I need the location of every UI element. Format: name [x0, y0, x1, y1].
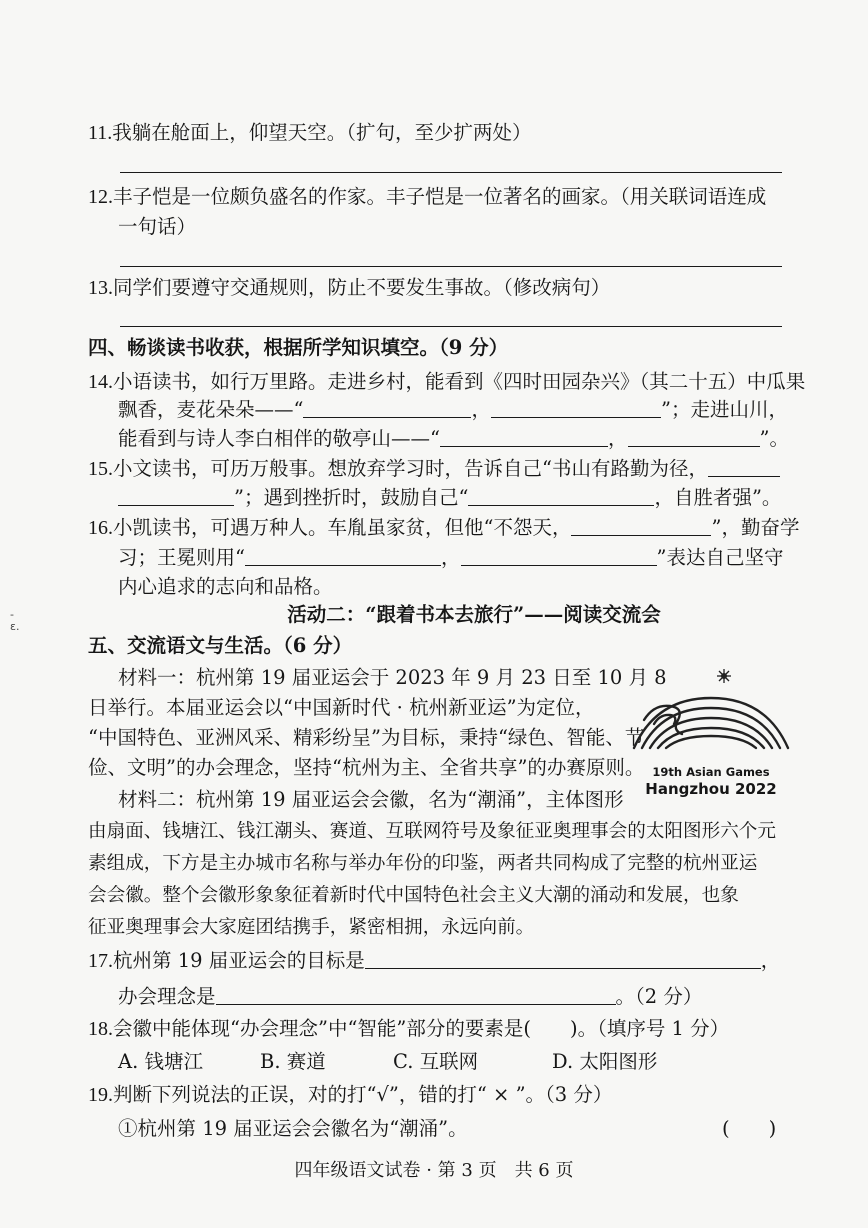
material-2-line: 材料二：杭州第 19 届亚运会会徽，名为“潮涌”，主体图形 [118, 788, 624, 811]
question-number: 19. [88, 1084, 113, 1106]
margin-mark: - [10, 608, 14, 621]
fill-blank[interactable] [245, 545, 441, 566]
fill-blank[interactable] [216, 984, 616, 1005]
question-14-line2 [118, 396, 788, 424]
fill-blank[interactable] [461, 545, 657, 566]
material-2-line: 由扇面、钱塘江、钱江潮头、赛道、互联网符号及象征亚奥理事会的太阳图形六个元 [88, 821, 776, 842]
asian-games-logo [626, 668, 796, 800]
answer-line-13[interactable] [120, 326, 782, 327]
logo-line-2: Hangzhou 2022 [645, 780, 777, 798]
question-number: 16. [88, 517, 113, 539]
question-text: ， [440, 546, 461, 569]
question-text: ”；遇到挫折时，鼓励自己“ [234, 486, 469, 509]
question-text: 。（2 分） [615, 985, 703, 1008]
question-text: 小文读书，可历万般事。想放弃学习时，告诉自己“书山有路勤为径， [113, 457, 708, 480]
question-number: 12. [88, 186, 113, 208]
fill-blank[interactable] [708, 456, 780, 477]
question-16-line2 [118, 544, 783, 572]
question-text: 一句话） [118, 215, 197, 238]
fill-blank[interactable] [365, 948, 761, 969]
fill-blank[interactable] [571, 515, 711, 536]
question-text: ”。 [759, 427, 789, 450]
question-text: 判断下列说法的正误，对的打“√”，错的打“ × ”。（3 分） [113, 1083, 613, 1106]
material-1-line: “中国特色、亚洲风采、精彩纷呈”为目标，秉持“绿色、智能、节 [88, 726, 645, 749]
question-text: 会徽中能体现“办会理念”中“智能”部分的要素是( )。（填序号 1 分） [113, 1017, 730, 1040]
fill-blank[interactable] [491, 397, 661, 418]
section-4-title: 四、畅谈读书收获，根据所学知识填空。（9 分） [88, 336, 509, 359]
question-text: ，自胜者强”。 [654, 486, 782, 509]
answer-line-11[interactable] [120, 172, 782, 173]
question-12-cont [118, 213, 196, 241]
option-b[interactable]: B. 赛道 [260, 1050, 326, 1073]
question-text: 习；王冕则用“ [118, 546, 245, 569]
fill-blank[interactable] [628, 426, 760, 447]
option-d[interactable]: D. 太阳图形 [552, 1050, 658, 1073]
question-17 [88, 947, 780, 975]
option-a[interactable]: A. 钱塘江 [118, 1050, 203, 1073]
question-text: 同学们要遵守交通规则，防止不要发生事故。（修改病句） [113, 276, 611, 299]
question-14-line3 [118, 425, 789, 453]
answer-bracket[interactable]: ( ) [722, 1117, 777, 1140]
question-17-line2 [118, 983, 702, 1011]
question-number: 13. [88, 277, 113, 299]
section-5-title: 五、交流语文与生活。（6 分） [88, 634, 353, 657]
question-18 [88, 1015, 729, 1043]
material-1-line: 材料一：杭州第 19 届亚运会于 2023 年 9 月 23 日至 10 月 8 [118, 666, 667, 689]
fill-blank[interactable] [118, 485, 234, 506]
question-15-line2 [118, 484, 781, 512]
question-number: 15. [88, 458, 113, 480]
question-15 [88, 455, 780, 483]
material-2-line: 会会徽。整个会徽形象象征着新时代中国特色社会主义大潮的涌动和发展，也象 [88, 885, 739, 906]
material-1-line: 俭、文明”的办会理念，坚持“杭州为主、全省共享”的办赛原则。 [88, 756, 645, 779]
question-number: 11. [88, 122, 113, 144]
answer-line-12[interactable] [120, 266, 782, 267]
page-footer: 四年级语文试卷 · 第 3 页 共 6 页 [294, 1160, 574, 1181]
material-1-line: 日举行。本届亚运会以“中国新时代 · 杭州新亚运”为定位， [88, 696, 595, 719]
question-number: 17. [88, 950, 113, 972]
activity-2-title [0, 601, 868, 629]
question-number: 14. [88, 371, 113, 393]
question-number: 18. [88, 1018, 113, 1040]
question-14 [88, 368, 805, 396]
material-2-line: 素组成，下方是主办城市名称与举办年份的印鉴，两者共同构成了完整的杭州亚运 [88, 853, 758, 874]
fill-blank[interactable] [440, 426, 608, 447]
question-13 [88, 274, 610, 302]
question-12 [88, 183, 766, 211]
fill-blank[interactable] [303, 397, 471, 418]
option-c[interactable]: C. 互联网 [393, 1050, 479, 1073]
question-11 [88, 119, 532, 147]
question-text: 杭州第 19 届亚运会的目标是 [113, 949, 365, 972]
question-16-line3: 内心追求的志向和品格。 [118, 575, 333, 598]
question-text: ， [607, 427, 628, 450]
material-2-line: 征亚奥理事会大家庭团结携手，紧密相拥，永远向前。 [88, 917, 535, 938]
question-text: 小语读书，如行万里路。走进乡村，能看到《四时田园杂兴》（其二十五）中瓜果 [113, 370, 806, 393]
question-text: ， [471, 398, 491, 421]
question-text: ”；走进山川， [661, 398, 788, 421]
question-text: 办会理念是 [118, 985, 216, 1008]
question-text: 丰子恺是一位颇负盛名的作家。丰子恺是一位著名的画家。（用关联词语连成 [113, 185, 767, 208]
judgment-item-1: ①杭州第 19 届亚运会会徽名为“潮涌”。 [118, 1117, 468, 1140]
question-text: 飘香，麦花朵朵——“ [118, 398, 304, 421]
question-text: 小凯读书，可遇万种人。车胤虽家贫，但他“不怨天， [113, 516, 572, 539]
question-text: 能看到与诗人李白相伴的敬亭山——“ [118, 427, 440, 450]
margin-mark: ɛ. [10, 620, 20, 633]
question-text: ， [760, 949, 781, 972]
sun-icon [717, 669, 731, 683]
question-19 [88, 1081, 612, 1109]
fill-blank[interactable] [468, 485, 654, 506]
question-text: ”，勤奋学 [711, 516, 800, 539]
question-text: ”表达自己坚守 [656, 546, 784, 569]
question-text: 我躺在舱面上，仰望天空。（扩句，至少扩两处） [112, 121, 532, 144]
wave-emblem-icon [634, 698, 788, 748]
logo-line-1: 19th Asian Games [652, 765, 770, 779]
question-16 [88, 514, 799, 542]
activity-title-text: 活动二：“跟着书本去旅行”——阅读交流会 [287, 603, 661, 626]
